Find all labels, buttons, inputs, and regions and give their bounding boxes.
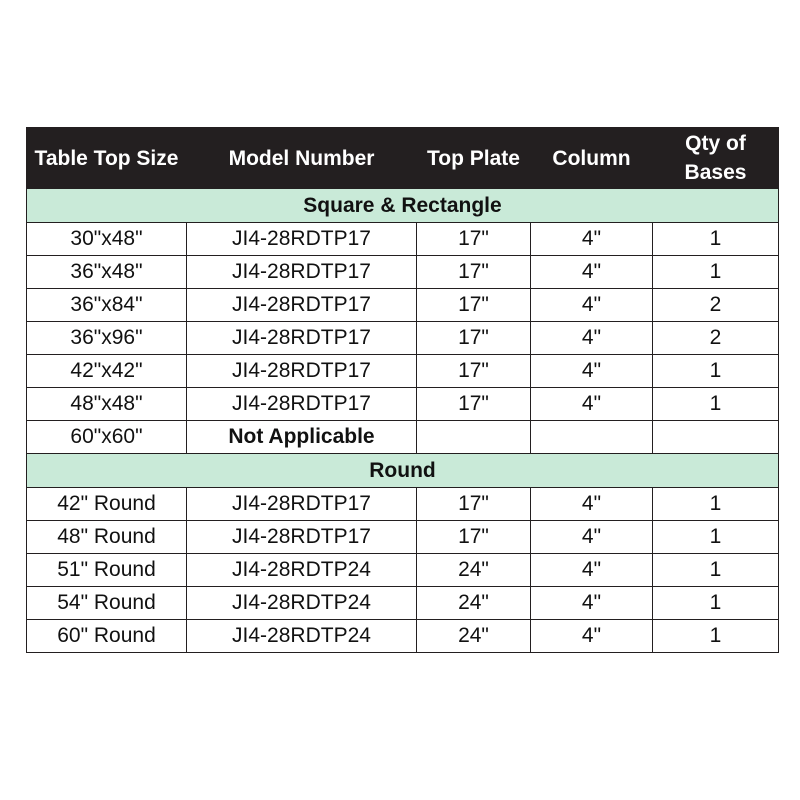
cell-table-top-size: 54" Round [27,587,187,620]
cell-column: 4" [531,488,653,521]
cell-qty-of-bases: 2 [653,322,779,355]
cell-qty-of-bases [653,421,779,454]
cell-table-top-size: 36"x96" [27,322,187,355]
table-row [27,388,779,421]
cell-top-plate: 17" [417,256,531,289]
cell-model-number: JI4-28RDTP17 [187,521,417,554]
cell-table-top-size: 48"x48" [27,388,187,421]
cell-top-plate: 24" [417,554,531,587]
table-row [27,554,779,587]
section-header-row [27,189,779,223]
cell-table-top-size: 51" Round [27,554,187,587]
cell-model-number: JI4-28RDTP24 [187,554,417,587]
cell-model-number: JI4-28RDTP17 [187,322,417,355]
cell-top-plate [417,421,531,454]
cell-column: 4" [531,620,653,653]
header-top-plate: Top Plate [417,128,531,189]
cell-table-top-size: 48" Round [27,521,187,554]
cell-column: 4" [531,256,653,289]
cell-model-number: JI4-28RDTP17 [187,289,417,322]
cell-column: 4" [531,223,653,256]
cell-column: 4" [531,554,653,587]
cell-qty-of-bases: 1 [653,587,779,620]
cell-table-top-size: 36"x84" [27,289,187,322]
cell-column: 4" [531,388,653,421]
cell-qty-of-bases: 2 [653,289,779,322]
section-title: Round [27,454,779,488]
section-header-row [27,454,779,488]
table-row [27,322,779,355]
table-row [27,620,779,653]
table-body [27,189,779,653]
cell-qty-of-bases: 1 [653,256,779,289]
cell-model-number: Not Applicable [187,421,417,454]
cell-table-top-size: 60"x60" [27,421,187,454]
cell-column: 4" [531,289,653,322]
cell-top-plate: 17" [417,289,531,322]
table-row [27,355,779,388]
cell-qty-of-bases: 1 [653,620,779,653]
table-row [27,256,779,289]
cell-table-top-size: 36"x48" [27,256,187,289]
cell-table-top-size: 60" Round [27,620,187,653]
header-qty-of-bases: Qty of Bases [653,128,779,189]
header-table-top-size: Table Top Size [27,128,187,189]
cell-qty-of-bases: 1 [653,355,779,388]
table-row [27,488,779,521]
cell-column: 4" [531,322,653,355]
table-row [27,421,779,454]
cell-top-plate: 24" [417,620,531,653]
cell-top-plate: 17" [417,388,531,421]
cell-table-top-size: 30"x48" [27,223,187,256]
cell-column: 4" [531,355,653,388]
cell-model-number: JI4-28RDTP17 [187,223,417,256]
cell-model-number: JI4-28RDTP24 [187,587,417,620]
cell-table-top-size: 42" Round [27,488,187,521]
cell-top-plate: 17" [417,488,531,521]
cell-column: 4" [531,587,653,620]
header-column: Column [531,128,653,189]
cell-column: 4" [531,521,653,554]
cell-top-plate: 24" [417,587,531,620]
cell-top-plate: 17" [417,355,531,388]
base-spec-table [26,127,779,653]
table-row [27,223,779,256]
cell-model-number: JI4-28RDTP17 [187,256,417,289]
cell-qty-of-bases: 1 [653,521,779,554]
cell-model-number: JI4-28RDTP17 [187,488,417,521]
cell-qty-of-bases: 1 [653,554,779,587]
table-row [27,587,779,620]
cell-column [531,421,653,454]
table-row [27,521,779,554]
cell-model-number: JI4-28RDTP17 [187,355,417,388]
cell-model-number: JI4-28RDTP24 [187,620,417,653]
cell-qty-of-bases: 1 [653,388,779,421]
header-row [27,128,779,189]
section-title: Square & Rectangle [27,189,779,223]
cell-top-plate: 17" [417,223,531,256]
cell-model-number: JI4-28RDTP17 [187,388,417,421]
cell-table-top-size: 42"x42" [27,355,187,388]
cell-qty-of-bases: 1 [653,223,779,256]
cell-top-plate: 17" [417,521,531,554]
header-model-number: Model Number [187,128,417,189]
cell-qty-of-bases: 1 [653,488,779,521]
table-row [27,289,779,322]
cell-top-plate: 17" [417,322,531,355]
